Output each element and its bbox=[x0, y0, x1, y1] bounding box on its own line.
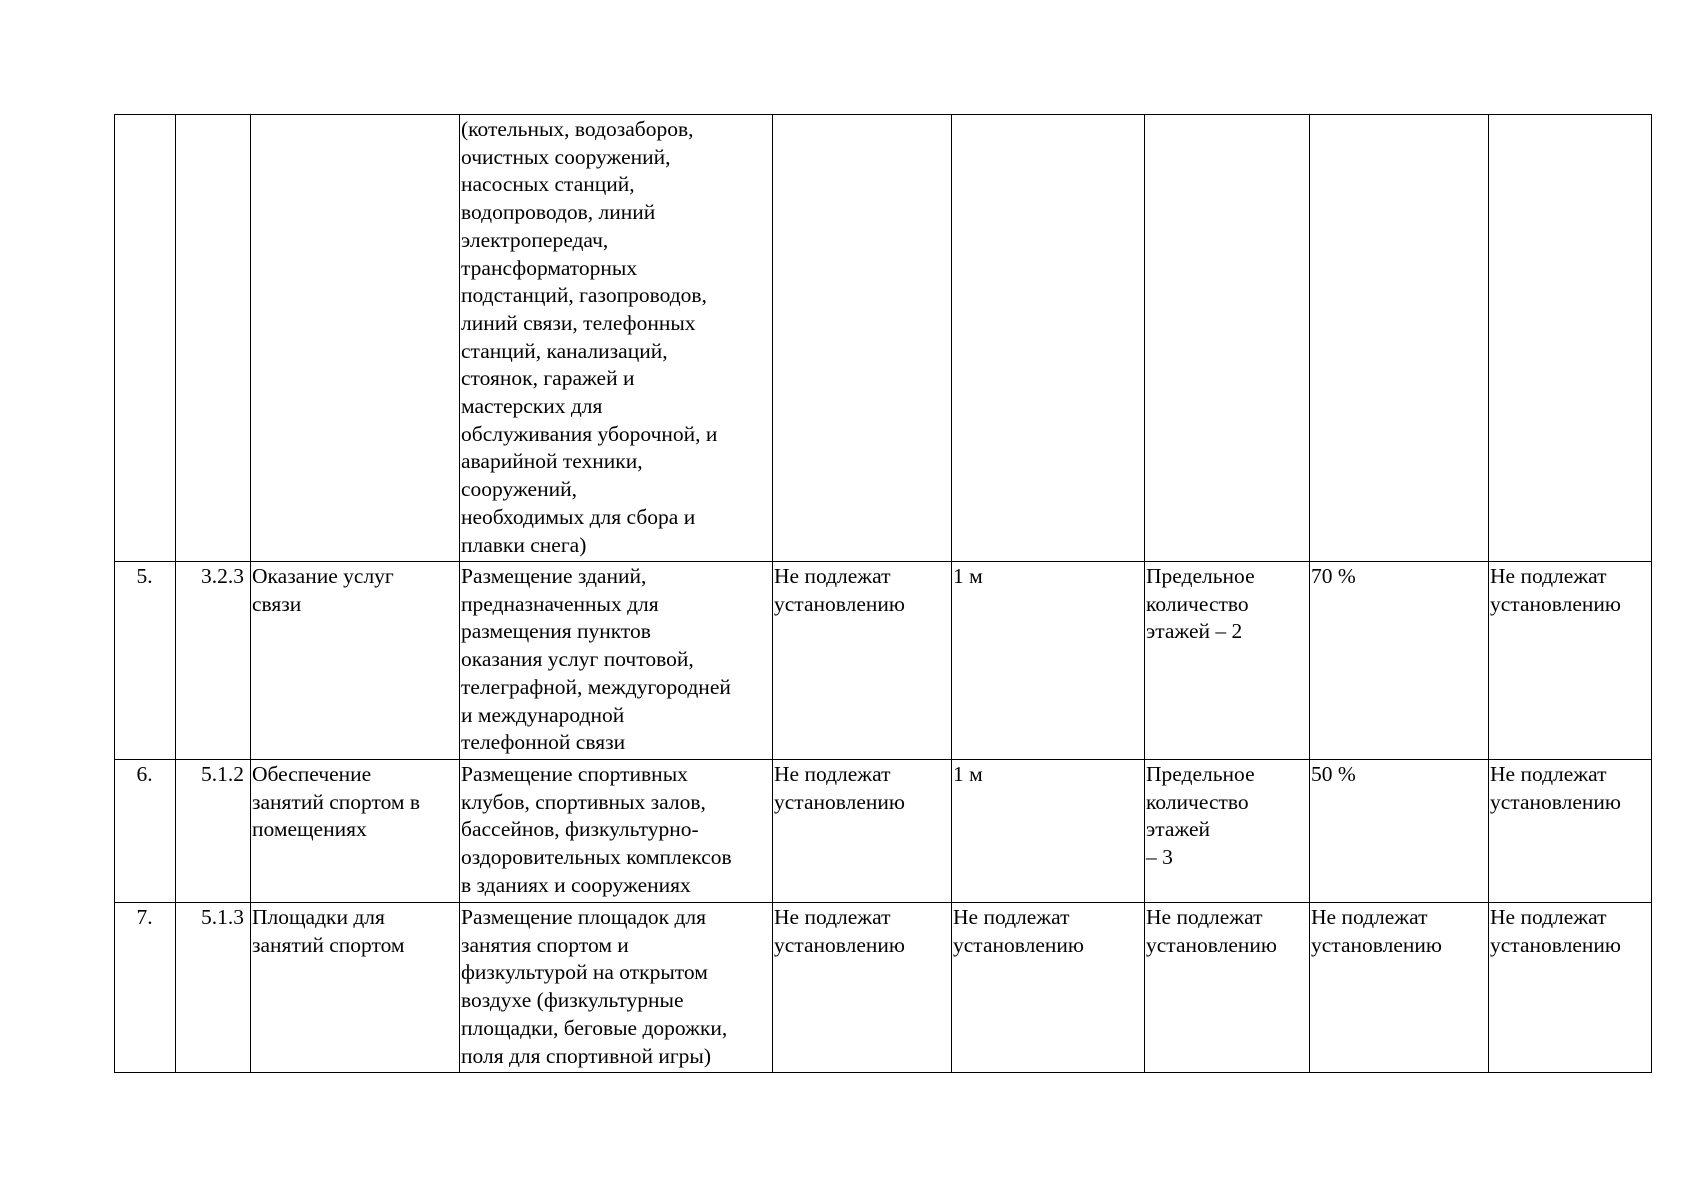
restriction-cell bbox=[1489, 115, 1652, 562]
use-description-cell: Размещение спортивных клубов, спортивных залов, бассейнов, физкультурно- оздоровительных комплексов в зданиях и сооружениях bbox=[460, 760, 773, 903]
use-code-cell: 5.1.2 bbox=[176, 760, 251, 903]
parameter-cell: Не подлежат установлению bbox=[773, 760, 952, 903]
use-name-cell: Площадки для занятий спортом bbox=[251, 903, 460, 1073]
coverage-cell: 50 % bbox=[1310, 760, 1489, 903]
use-name-cell: Обеспечение занятий спортом в помещениях bbox=[251, 760, 460, 903]
coverage-cell bbox=[1310, 115, 1489, 562]
table-row bbox=[115, 562, 1652, 760]
coverage-cell: Не подлежат установлению bbox=[1310, 903, 1489, 1073]
use-description-cell: (котельных, водозаборов, очистных сооружений, насосных станций, водопроводов, линий электропередач, трансформаторных подстанций, газопроводов, линий связи, телефонных станций, канализаций, стоянок, гаражей и мастерских для обслуживания уборочной, и аварийной техники, сооружений, необходимых для сбора и плавки снега) bbox=[460, 115, 773, 562]
land-use-regulations-table bbox=[114, 114, 1652, 1073]
floors-cell bbox=[1145, 115, 1310, 562]
restriction-cell: Не подлежат установлению bbox=[1489, 903, 1652, 1073]
restriction-cell: Не подлежат установлению bbox=[1489, 760, 1652, 903]
use-code-cell: 5.1.3 bbox=[176, 903, 251, 1073]
use-code-cell bbox=[176, 115, 251, 562]
setback-cell: 1 м bbox=[952, 562, 1145, 760]
setback-cell: Не подлежат установлению bbox=[952, 903, 1145, 1073]
parameter-cell bbox=[773, 115, 952, 562]
floors-cell: Не подлежат установлению bbox=[1145, 903, 1310, 1073]
use-name-cell bbox=[251, 115, 460, 562]
parameter-cell: Не подлежат установлению bbox=[773, 903, 952, 1073]
row-number-cell: 6. bbox=[115, 760, 176, 903]
use-description-cell: Размещение площадок для занятия спортом и физкультурой на открытом воздухе (физкультурные площадки, беговые дорожки, поля для спортивной игры) bbox=[460, 903, 773, 1073]
table-row bbox=[115, 115, 1652, 562]
table-row bbox=[115, 903, 1652, 1073]
parameter-cell: Не подлежат установлению bbox=[773, 562, 952, 760]
setback-cell bbox=[952, 115, 1145, 562]
use-description-cell: Размещение зданий, предназначенных для размещения пунктов оказания услуг почтовой, телеграфной, междугородней и международной телефонной связи bbox=[460, 562, 773, 760]
coverage-cell: 70 % bbox=[1310, 562, 1489, 760]
row-number-cell: 5. bbox=[115, 562, 176, 760]
floors-cell: Предельное количество этажей – 3 bbox=[1145, 760, 1310, 903]
setback-cell: 1 м bbox=[952, 760, 1145, 903]
row-number-cell bbox=[115, 115, 176, 562]
row-number-cell: 7. bbox=[115, 903, 176, 1073]
table-row bbox=[115, 760, 1652, 903]
floors-cell: Предельное количество этажей – 2 bbox=[1145, 562, 1310, 760]
restriction-cell: Не подлежат установлению bbox=[1489, 562, 1652, 760]
use-code-cell: 3.2.3 bbox=[176, 562, 251, 760]
use-name-cell: Оказание услуг связи bbox=[251, 562, 460, 760]
